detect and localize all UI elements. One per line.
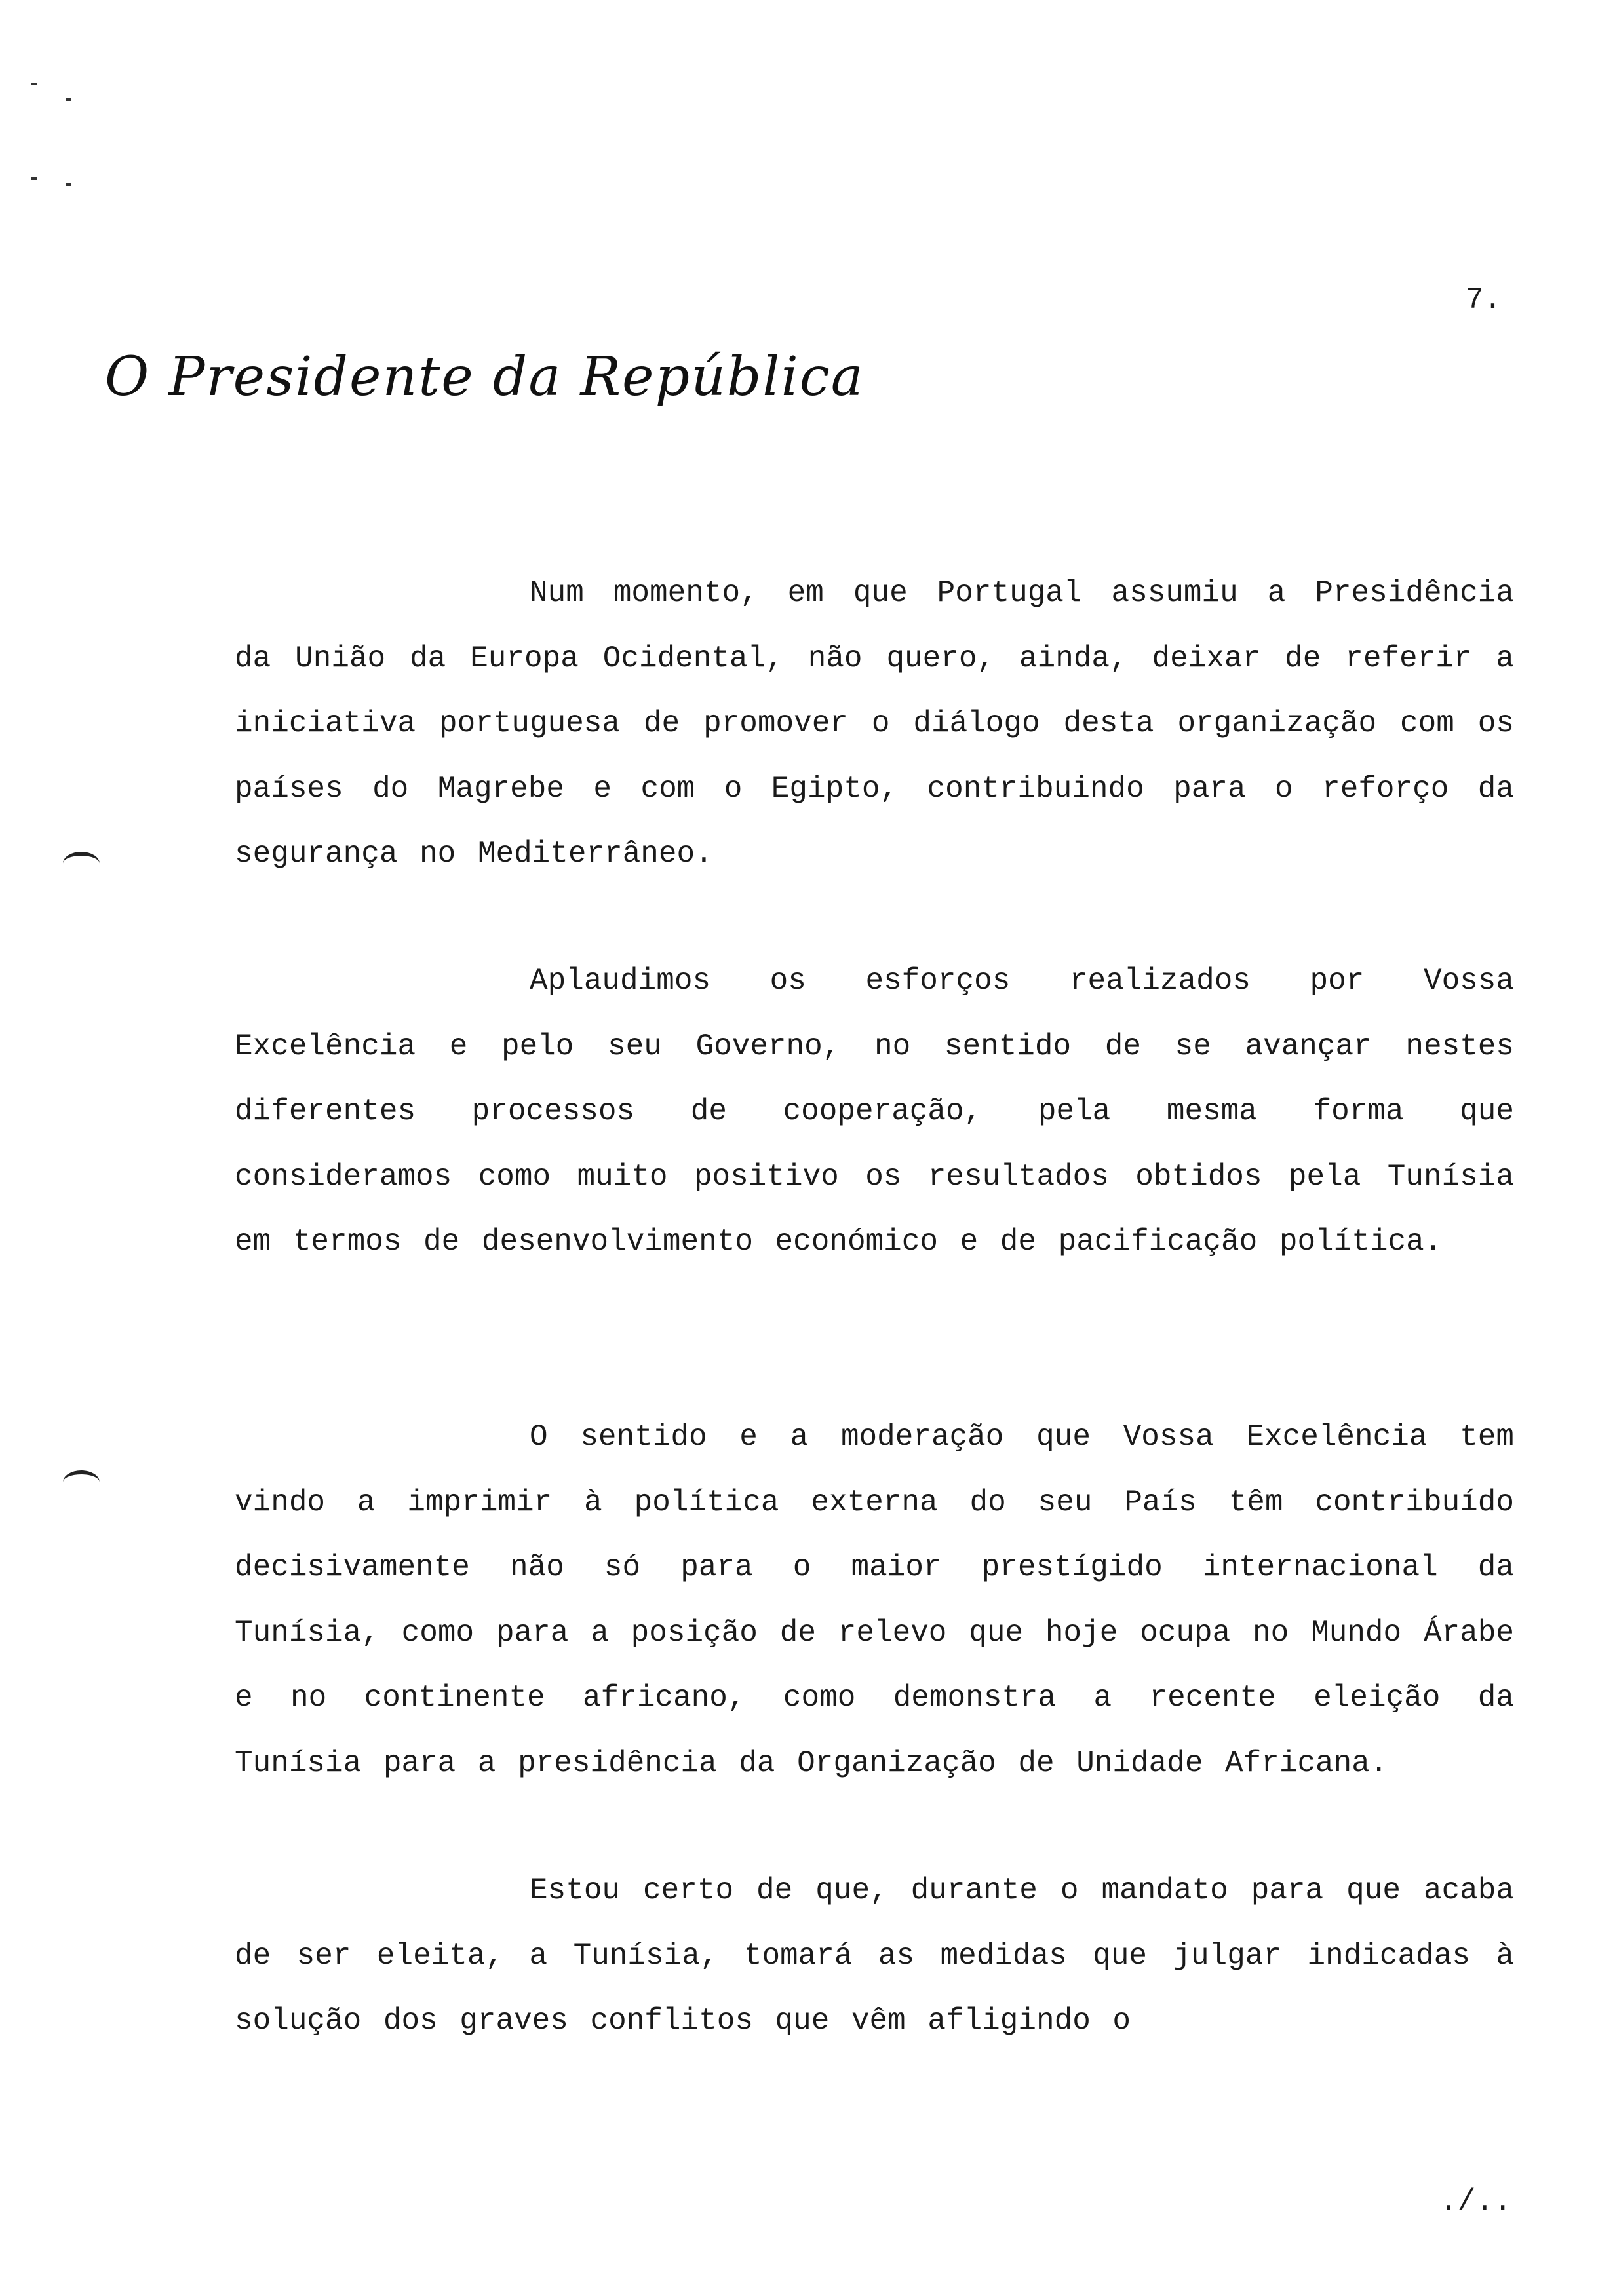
paragraph: Aplaudimos os esforços realizados por Vossa Excelência e pelo seu Governo, no sentido de se avançar nestes diferentes processos de cooperação, pela mesma forma que consideramos como muito positivo os resultados obtidos pela Tunísia em termos de desenvolvimento económico e de pacificação política.: [235, 964, 1514, 1259]
scan-speck: [66, 98, 71, 101]
binder-hole-mark: [63, 852, 100, 875]
paragraph: O sentido e a moderação que Vossa Excelência tem vindo a imprimir à política externa do seu País têm contribuído decisivamente não só para o maior prestígido internacional da Tunísia, como para a posição de relevo que hoje ocupa no Mundo Árabe e no continente africano, como demonstra a recente eleição da Tunísia para a presidência da Organização de Unidade Africana.: [235, 1420, 1514, 1780]
page-number: 7.: [1466, 283, 1502, 317]
scan-speck: [31, 177, 37, 180]
paragraph: Num momento, em que Portugal assumiu a Presidência da União da Europa Ocidental, não quero, ainda, deixar de referir a iniciativa portuguesa de promover o diálogo desta organização com os países do Magrebe e com o Egipto, contribuindo para o reforço da segurança no Mediterrâneo.: [235, 576, 1514, 871]
binder-hole-mark: [63, 1470, 100, 1494]
continuation-mark: ./..: [1439, 2185, 1512, 2219]
paragraph: Estou certo de que, durante o mandato para que acaba de ser eleita, a Tunísia, tomará as medidas que julgar indicadas à solução dos graves conflitos que vêm afligindo o: [235, 1873, 1514, 2038]
scan-speck: [66, 183, 71, 186]
scan-speck: [31, 83, 37, 85]
letterhead: O Presidente da República: [105, 346, 865, 408]
